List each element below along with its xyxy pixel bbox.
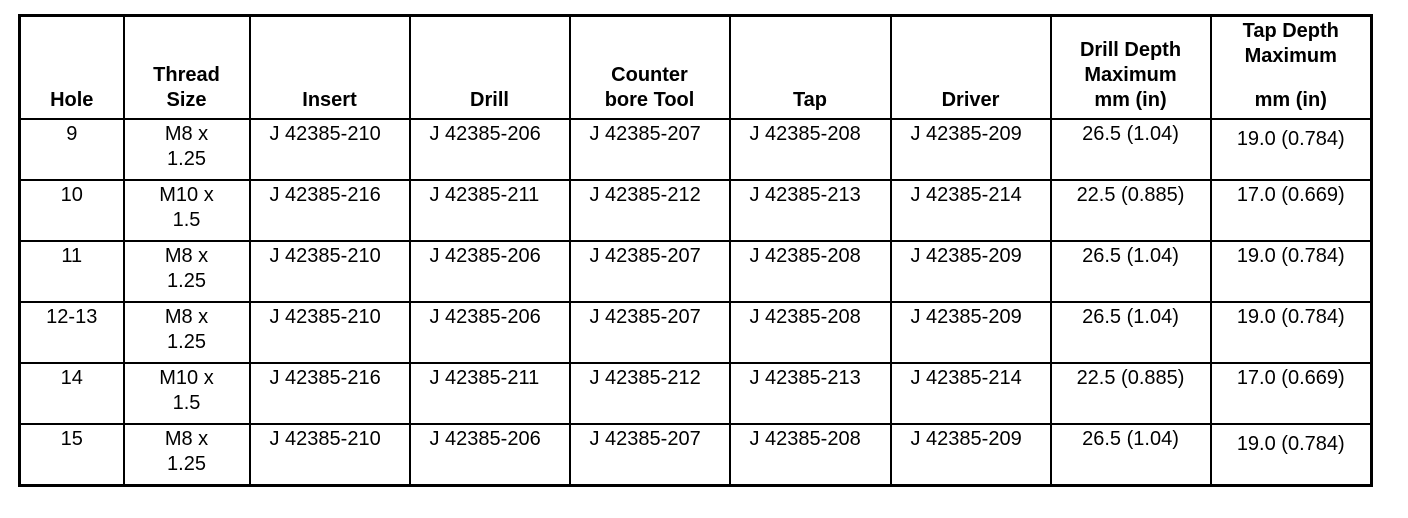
cell-insert: J 42385-210 [250, 241, 410, 302]
cell-tap: J 42385-208 [730, 302, 891, 363]
header-row [20, 16, 1372, 120]
table-row [20, 119, 1372, 180]
header-drill-depth: Drill Depth Maximum mm (in) [1051, 16, 1211, 120]
cell-counterbore: J 42385-207 [570, 119, 730, 180]
cell-driver: J 42385-209 [891, 241, 1051, 302]
cell-counterbore: J 42385-207 [570, 424, 730, 485]
cell-tap-depth: 19.0 (0.784) [1211, 302, 1372, 363]
header-tap: Tap [730, 16, 891, 120]
cell-thread-size: M8 x 1.25 [124, 302, 250, 363]
cell-tap-depth: 17.0 (0.669) [1211, 363, 1372, 424]
tool-specification-table [18, 14, 1373, 487]
header-drill: Drill [410, 16, 570, 120]
table-row [20, 424, 1372, 485]
cell-drill-depth: 22.5 (0.885) [1051, 363, 1211, 424]
cell-tap: J 42385-213 [730, 180, 891, 241]
cell-tap: J 42385-208 [730, 241, 891, 302]
cell-thread-size: M10 x 1.5 [124, 180, 250, 241]
cell-hole: 14 [20, 363, 124, 424]
header-counterbore-tool: Counter bore Tool [570, 16, 730, 120]
cell-driver: J 42385-209 [891, 424, 1051, 485]
cell-counterbore: J 42385-207 [570, 241, 730, 302]
cell-drill-depth: 26.5 (1.04) [1051, 119, 1211, 180]
cell-tap: J 42385-208 [730, 119, 891, 180]
cell-thread-size: M8 x 1.25 [124, 241, 250, 302]
table-row [20, 363, 1372, 424]
header-insert: Insert [250, 16, 410, 120]
cell-drill-depth: 22.5 (0.885) [1051, 180, 1211, 241]
cell-thread-size: M10 x 1.5 [124, 363, 250, 424]
header-tap-depth: Tap Depth Maximum mm (in) [1211, 16, 1372, 120]
header-thread-size: Thread Size [124, 16, 250, 120]
cell-tap-depth: 19.0 (0.784) [1211, 424, 1372, 485]
cell-drill: J 42385-206 [410, 424, 570, 485]
table-row [20, 302, 1372, 363]
cell-driver: J 42385-209 [891, 119, 1051, 180]
cell-drill: J 42385-211 [410, 180, 570, 241]
header-hole: Hole [20, 16, 124, 120]
cell-driver: J 42385-214 [891, 180, 1051, 241]
cell-counterbore: J 42385-212 [570, 363, 730, 424]
cell-drill: J 42385-211 [410, 363, 570, 424]
cell-insert: J 42385-210 [250, 424, 410, 485]
tool-table-container [18, 14, 1373, 487]
cell-insert: J 42385-210 [250, 119, 410, 180]
cell-hole: 10 [20, 180, 124, 241]
cell-tap-depth: 19.0 (0.784) [1211, 119, 1372, 180]
cell-drill-depth: 26.5 (1.04) [1051, 241, 1211, 302]
cell-hole: 11 [20, 241, 124, 302]
cell-driver: J 42385-209 [891, 302, 1051, 363]
cell-drill-depth: 26.5 (1.04) [1051, 424, 1211, 485]
table-row [20, 241, 1372, 302]
cell-tap-depth: 19.0 (0.784) [1211, 241, 1372, 302]
cell-driver: J 42385-214 [891, 363, 1051, 424]
cell-hole: 15 [20, 424, 124, 485]
cell-drill-depth: 26.5 (1.04) [1051, 302, 1211, 363]
cell-thread-size: M8 x 1.25 [124, 119, 250, 180]
cell-drill: J 42385-206 [410, 119, 570, 180]
cell-counterbore: J 42385-207 [570, 302, 730, 363]
cell-insert: J 42385-210 [250, 302, 410, 363]
cell-insert: J 42385-216 [250, 180, 410, 241]
cell-tap: J 42385-208 [730, 424, 891, 485]
table-row [20, 180, 1372, 241]
cell-hole: 9 [20, 119, 124, 180]
cell-hole: 12-13 [20, 302, 124, 363]
cell-tap-depth: 17.0 (0.669) [1211, 180, 1372, 241]
cell-drill: J 42385-206 [410, 302, 570, 363]
cell-drill: J 42385-206 [410, 241, 570, 302]
cell-counterbore: J 42385-212 [570, 180, 730, 241]
cell-tap: J 42385-213 [730, 363, 891, 424]
cell-insert: J 42385-216 [250, 363, 410, 424]
header-driver: Driver [891, 16, 1051, 120]
cell-thread-size: M8 x 1.25 [124, 424, 250, 485]
